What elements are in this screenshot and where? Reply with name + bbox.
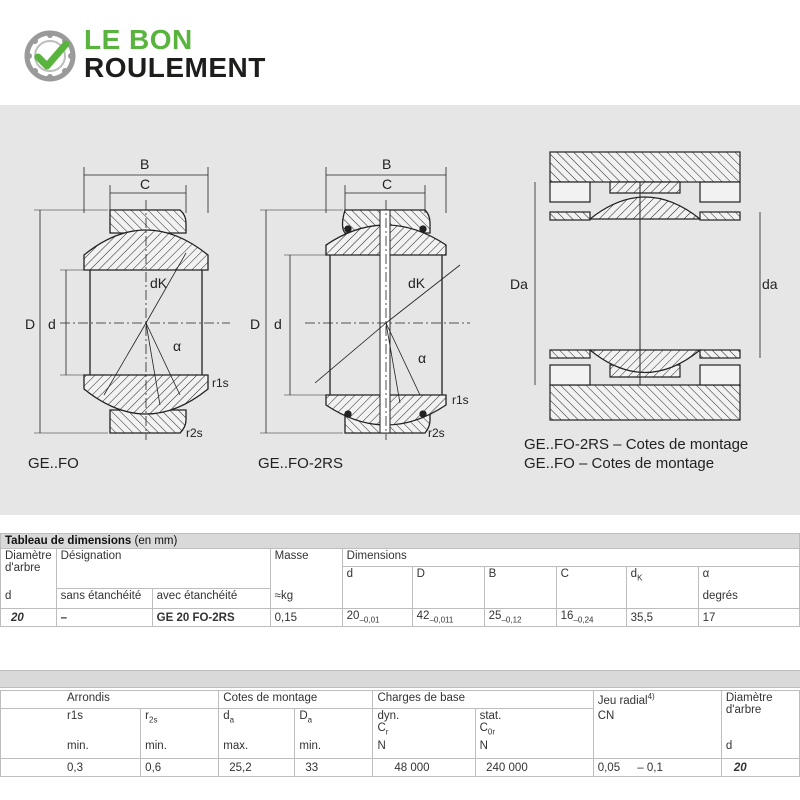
hdr-charges: Charges de base [373, 691, 593, 709]
hdr-N2: N [475, 739, 593, 759]
hdr-jeu: Jeu radial$^{4)}$ [593, 691, 721, 709]
cell-alpha: 17 [698, 609, 799, 627]
hdr-stat: stat. $C_{0r}$ [475, 709, 593, 739]
fig2-caption: GE..FO-2RS [258, 455, 344, 472]
cell-da: 25,2 [219, 759, 295, 777]
brand-line2: ROULEMENT [84, 52, 266, 83]
cell-jeu-max: – 0,1 [633, 759, 721, 777]
cell-r2s: 0,6 [141, 759, 219, 777]
hdr-min3: min. [295, 739, 373, 759]
hdr-N1: N [373, 739, 475, 759]
hdr-D: D [412, 567, 484, 589]
fig1-d-label: d [48, 316, 56, 332]
hdr-da: $d_a$ [219, 709, 295, 739]
hdr-Da: $D_a$ [295, 709, 373, 739]
hdr-B: B [484, 567, 556, 589]
hdr-r2s: $r_{2s}$ [141, 709, 219, 739]
hdr-degres: degrés [698, 589, 799, 609]
cell-sans: – [56, 609, 152, 627]
cell-B: $25_{-0,12}$ [484, 609, 556, 627]
fig3-caption-2: GE..FO – Cotes de montage [524, 455, 715, 472]
hdr-min1: min. [1, 739, 141, 759]
table1-title: Tableau de dimensions (en mm) [1, 534, 800, 549]
fig1-D-label: D [25, 316, 36, 332]
fig2-D-label: D [250, 316, 261, 332]
fig2-r1s-label: r1s [452, 393, 469, 407]
technical-drawing [0, 105, 800, 515]
hdr-masse: Masse [270, 549, 342, 589]
fig3-da-label: da [762, 276, 778, 292]
mounting-table [0, 690, 800, 777]
hdr-dimensions: Dimensions [342, 549, 799, 567]
brand-line1: LE BON [84, 24, 193, 55]
hdr-C: C [556, 567, 626, 589]
hdr-alpha: α [698, 567, 799, 589]
table2-row [1, 759, 800, 777]
hdr-cn: CN [593, 709, 721, 739]
table1-row [1, 609, 800, 627]
header [0, 0, 800, 105]
hdr-diam: Diamètre d'arbre [1, 549, 57, 589]
fig2-alpha-label: α [418, 350, 427, 366]
cell-diam: 20 [1, 609, 57, 627]
fig2-B-label: B [382, 156, 392, 172]
cell-avec: GE 20 FO-2RS [152, 609, 270, 627]
fig1-alpha-label: α [173, 338, 182, 354]
hdr-min2: min. [141, 739, 219, 759]
cell-D: $42_{-0,011}$ [412, 609, 484, 627]
hdr-diam2: Diamètre d'arbre [721, 691, 799, 739]
cell-Cr: 48 000 [373, 759, 475, 777]
hdr-arrondis: Arrondis [1, 691, 219, 709]
cell-C: $16_{-0,24}$ [556, 609, 626, 627]
hdr-d-symbol2: d [721, 739, 799, 759]
cell-jeu-min: 0,05 [593, 759, 633, 777]
cell-dK: 35,5 [626, 609, 698, 627]
fig2-bearing [260, 167, 470, 440]
cell-C0r: 240 000 [475, 759, 593, 777]
fig2-C-label: C [382, 176, 393, 192]
fig3-mounting [535, 152, 760, 420]
fig2-r2s-label: r2s [428, 426, 445, 440]
hdr-max: max. [219, 739, 295, 759]
cell-r1s: 0,3 [1, 759, 141, 777]
bearing-drawings-svg [0, 105, 800, 515]
hdr-d-symbol: d [1, 589, 57, 609]
fig2-d-label: d [274, 316, 282, 332]
hdr-d: d [342, 567, 412, 589]
cell-d: $20_{-0,01}$ [342, 609, 412, 627]
fig1-bearing [34, 167, 230, 440]
hdr-dyn: dyn. $C_r$ [373, 709, 475, 739]
fig3-Da-label: Da [510, 276, 528, 292]
hdr-designation: Désignation [56, 549, 270, 589]
fig1-C-label: C [140, 176, 151, 192]
fig1-r1s-label: r1s [212, 376, 229, 390]
fig1-dK-label: dK [150, 275, 168, 291]
hdr-cotes: Cotes de montage [219, 691, 373, 709]
cell-Da: 33 [295, 759, 373, 777]
hdr-avec: avec étanchéité [152, 589, 270, 609]
fig1-r2s-label: r2s [186, 426, 203, 440]
fig1-B-label: B [140, 156, 150, 172]
check-bearing-logo-icon [24, 30, 76, 82]
hdr-kg: ≈kg [270, 589, 342, 609]
dimensions-table [0, 533, 800, 627]
cell-diam2: 20 [721, 759, 799, 777]
hdr-sans: sans étanchéité [56, 589, 152, 609]
hdr-dK: $d_K$ [626, 567, 698, 589]
section-divider [0, 670, 800, 688]
hdr-r1s: r1s [1, 709, 141, 739]
cell-masse: 0,15 [270, 609, 342, 627]
fig1-caption: GE..FO [28, 455, 79, 472]
fig3-caption-1: GE..FO-2RS – Cotes de montage [524, 436, 749, 453]
fig2-dK-label: dK [408, 275, 426, 291]
